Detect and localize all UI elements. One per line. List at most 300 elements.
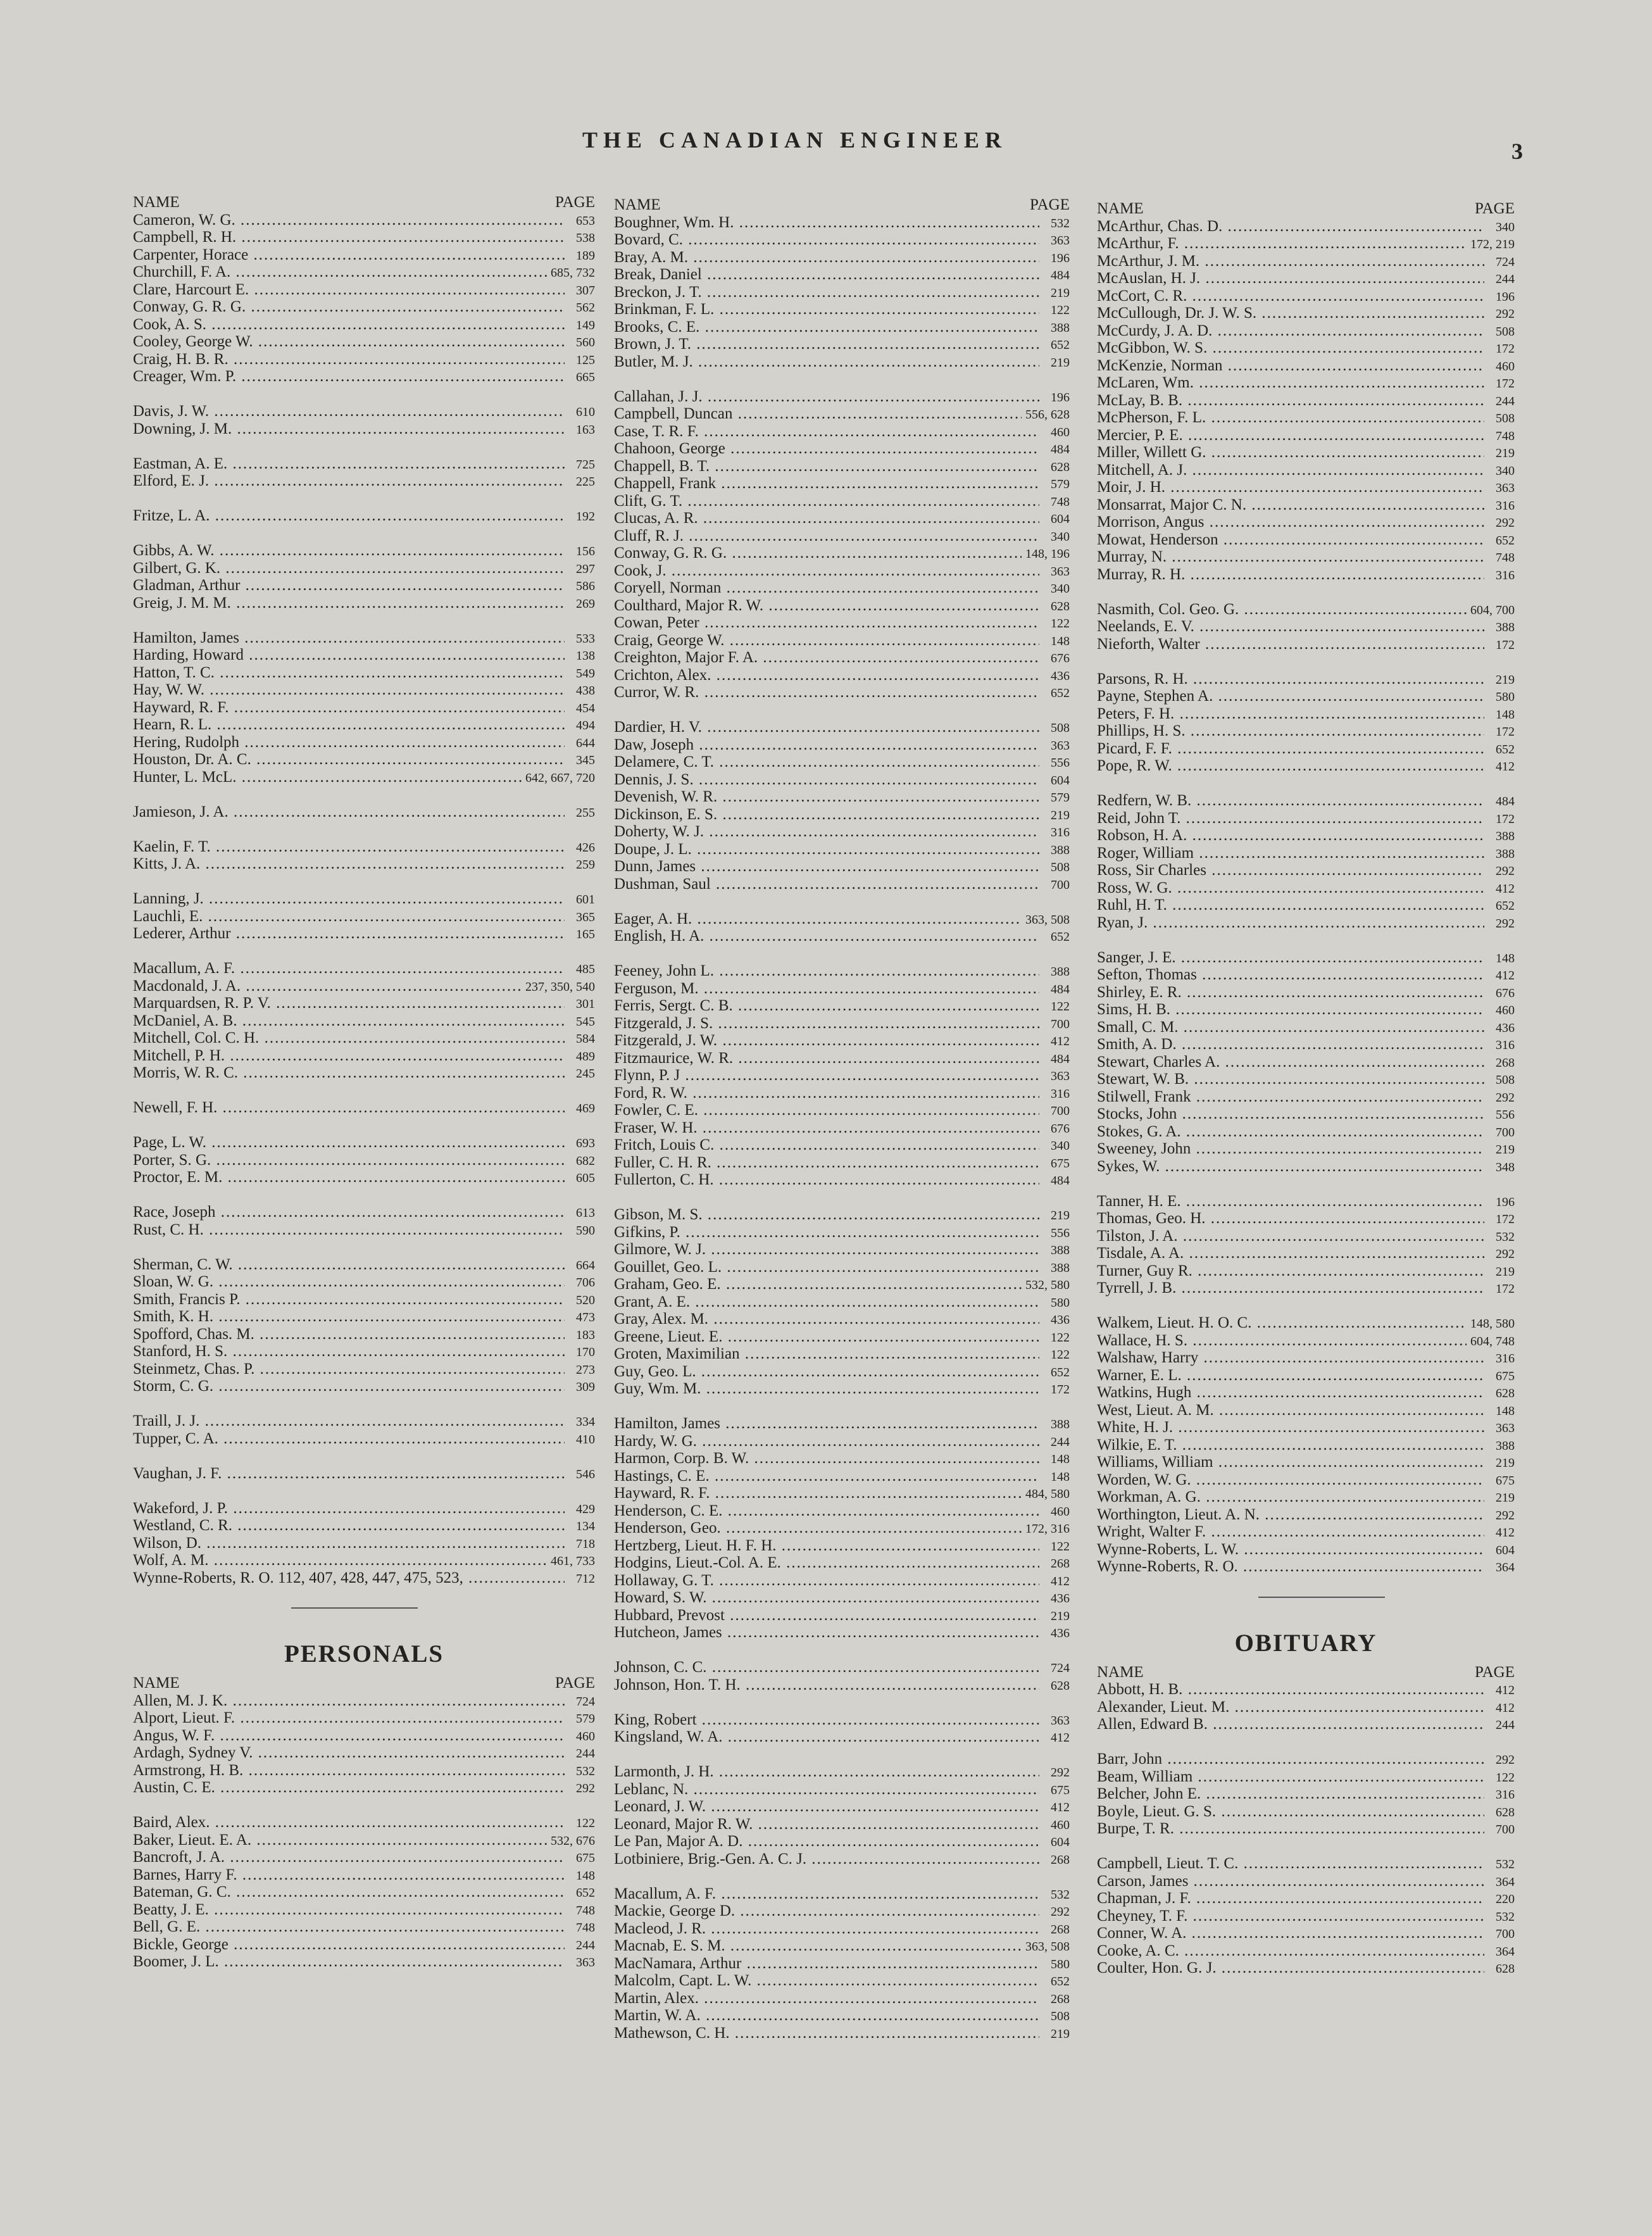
index-entry xyxy=(614,266,1070,284)
index-entry xyxy=(614,1206,1070,1224)
entry-page: 412 xyxy=(1496,760,1515,774)
entry-name: Mathewson, C. H. ..... xyxy=(614,2025,1039,2042)
entry-name: Thomas, Geo. H. ..... xyxy=(1097,1210,1484,1228)
entry-name: Hayward, R. F. ..... xyxy=(614,1485,1022,1502)
index-entry xyxy=(1097,1402,1515,1419)
index-entry xyxy=(1097,1506,1515,1524)
entry-page: 460 xyxy=(1051,1818,1070,1832)
entry-name: Lotbiniere, Brig.-Gen. A. C. J. ..... xyxy=(614,1850,1039,1868)
entry-name: Bateman, G. C. ..... xyxy=(133,1883,565,1901)
entry-page: 652 xyxy=(576,1886,595,1900)
entry-name: Conway, G. R. G. ..... xyxy=(133,298,565,316)
entry-page: 388 xyxy=(1051,1260,1070,1275)
entry-gap xyxy=(133,525,595,543)
entry-name: Hatton, T. C. ..... xyxy=(133,664,565,682)
index-entry xyxy=(614,544,1070,562)
index-entry xyxy=(133,1779,595,1797)
entry-name: Dushman, Saul ..... xyxy=(614,876,1039,893)
entry-page: 579 xyxy=(576,1712,595,1726)
index-entry xyxy=(133,1500,595,1517)
entry-name: Gilbert, G. K. ..... xyxy=(133,560,565,577)
index-entry xyxy=(614,1154,1070,1172)
entry-page: 148 xyxy=(1051,1452,1070,1466)
entry-page: 244 xyxy=(576,1747,595,1761)
index-entry xyxy=(614,1241,1070,1259)
index-entry xyxy=(133,403,595,420)
entry-gap xyxy=(133,437,595,455)
entry-page: 436 xyxy=(1051,1313,1070,1327)
entry-name: Mitchell, P. H. ..... xyxy=(133,1047,565,1065)
index-entry xyxy=(1097,496,1515,514)
entry-page: 644 xyxy=(576,736,595,750)
entry-page: 122 xyxy=(1051,1539,1070,1554)
entry-page: 724 xyxy=(1496,254,1515,269)
entry-gap xyxy=(614,1642,1070,1659)
entry-name: Wynne-Roberts, R. O. ..... xyxy=(1097,1558,1484,1576)
entry-page: 122 xyxy=(1496,1770,1515,1785)
index-entry xyxy=(133,1412,595,1430)
index-column-3 xyxy=(1097,200,1515,1977)
entry-name: Wynne-Roberts, R. O. 112, 407, 428, 447, 475, 523, ..... xyxy=(133,1569,565,1587)
index-entry xyxy=(133,769,595,786)
index-entry xyxy=(1097,879,1515,897)
entry-name: Wright, Walter F. ..... xyxy=(1097,1523,1484,1541)
entry-name: Macnab, E. S. M. ..... xyxy=(614,1937,1022,1955)
entry-page: 748 xyxy=(1051,494,1070,509)
index-entry xyxy=(614,284,1070,301)
entry-name: Wakeford, J. P. ..... xyxy=(133,1500,565,1517)
index-entry xyxy=(614,440,1070,458)
entry-name: Chahoon, George ..... xyxy=(614,440,1039,458)
entry-page: 268 xyxy=(1051,1922,1070,1937)
entry-name: Beatty, J. E. ..... xyxy=(133,1901,565,1919)
index-entry xyxy=(1097,253,1515,270)
entry-gap xyxy=(1097,653,1515,670)
entry-name: Wallace, H. S. ..... xyxy=(1097,1332,1467,1350)
entry-page: 460 xyxy=(1496,1003,1515,1017)
index-entry xyxy=(614,1102,1070,1119)
entry-page: 706 xyxy=(576,1276,595,1290)
entry-name: Campbell, Lieut. T. C. ..... xyxy=(1097,1855,1484,1873)
entry-page: 556 xyxy=(1051,1226,1070,1240)
entry-page: 363 xyxy=(1051,564,1070,579)
entry-name: Coulthard, Major R. W. ..... xyxy=(614,597,1039,615)
index-entry xyxy=(1097,1907,1515,1925)
entry-page: 220 xyxy=(1496,1892,1515,1906)
entry-page: 340 xyxy=(1496,463,1515,478)
entry-page: 219 xyxy=(1051,1609,1070,1623)
index-entry xyxy=(1097,862,1515,879)
entry-page: 675 xyxy=(576,1851,595,1865)
entry-name: Vaughan, J. F. ..... xyxy=(133,1465,565,1483)
entry-name: Fowler, C. E. ..... xyxy=(614,1102,1039,1119)
entry-name: Le Pan, Major A. D. ..... xyxy=(614,1833,1039,1850)
entry-page: 613 xyxy=(576,1206,595,1220)
index-entry xyxy=(133,1308,595,1326)
index-entry xyxy=(133,716,595,734)
entry-page: 307 xyxy=(576,283,595,298)
entry-name: Tilston, J. A. ..... xyxy=(1097,1228,1484,1245)
entry-page: 316 xyxy=(1496,1788,1515,1802)
entry-name: McCullough, Dr. J. W. S. ..... xyxy=(1097,305,1484,322)
entry-name: Mowat, Henderson ..... xyxy=(1097,531,1484,549)
entry-name: Houston, Dr. A. C. ..... xyxy=(133,751,565,769)
entry-name: Conway, G. R. G. ..... xyxy=(614,544,1022,562)
entry-page: 426 xyxy=(576,840,595,855)
entry-page: 412 xyxy=(1496,881,1515,896)
entry-name: Creager, Wm. P. ..... xyxy=(133,368,565,386)
entry-name: Chapman, J. F. ..... xyxy=(1097,1890,1484,1907)
entry-name: Storm, C. G. ..... xyxy=(133,1378,565,1395)
column-header xyxy=(133,1674,595,1692)
entry-page: 363, 508 xyxy=(1025,1940,1070,1954)
index-entry xyxy=(133,281,595,299)
entry-name: Dickinson, E. S. ..... xyxy=(614,806,1039,824)
index-entry xyxy=(1097,1699,1515,1716)
entry-page: 292 xyxy=(1496,307,1515,321)
entry-page: 532, 580 xyxy=(1025,1278,1070,1292)
entry-page: 292 xyxy=(576,1781,595,1795)
entry-gap xyxy=(133,943,595,960)
index-entry xyxy=(614,2025,1070,2042)
entry-page: 165 xyxy=(576,927,595,941)
entry-name: Carson, James ..... xyxy=(1097,1873,1484,1890)
entry-page: 301 xyxy=(576,997,595,1011)
index-entry xyxy=(614,597,1070,615)
index-entry xyxy=(133,1203,595,1221)
index-entry xyxy=(133,699,595,717)
entry-gap xyxy=(1097,1733,1515,1751)
entry-name: Fullerton, C. H. ..... xyxy=(614,1171,1039,1189)
entry-page: 148 xyxy=(1496,951,1515,965)
entry-page: 219 xyxy=(1496,446,1515,460)
entry-name: Hollaway, G. T. ..... xyxy=(614,1572,1039,1590)
entry-page: 292 xyxy=(1496,1090,1515,1105)
entry-page: 700 xyxy=(1051,1104,1070,1118)
column-header xyxy=(133,194,595,211)
entry-page: 580 xyxy=(1051,1295,1070,1310)
index-entry xyxy=(133,1047,595,1065)
entry-name: Churchill, F. A. ..... xyxy=(133,263,547,281)
section-divider xyxy=(1258,1597,1385,1598)
index-entry xyxy=(1097,1053,1515,1071)
entry-name: Ferris, Sergt. C. B. ..... xyxy=(614,997,1039,1015)
index-entry xyxy=(1097,1419,1515,1436)
entry-name: Boughner, Wm. H. ..... xyxy=(614,214,1039,232)
index-entry xyxy=(614,1259,1070,1276)
index-entry xyxy=(133,263,595,281)
entry-page: 494 xyxy=(576,719,595,732)
index-entry xyxy=(133,681,595,699)
entry-name: Flynn, P. J ..... xyxy=(614,1067,1039,1084)
entry-gap xyxy=(133,786,595,803)
index-entry xyxy=(133,646,595,664)
entry-page: 316 xyxy=(1051,1086,1070,1101)
entry-name: Cooke, A. C. ..... xyxy=(1097,1942,1484,1960)
index-entry xyxy=(1097,740,1515,758)
index-entry xyxy=(133,1099,595,1117)
entry-name: Fritze, L. A. ..... xyxy=(133,507,565,525)
entry-page: 316 xyxy=(1051,826,1070,839)
entry-page: 292 xyxy=(1496,516,1515,530)
entry-page: 532 xyxy=(1051,1887,1070,1902)
entry-name: Wilson, D. ..... xyxy=(133,1535,565,1552)
entry-name: Curror, W. R. ..... xyxy=(614,684,1039,701)
entry-name: Porter, S. G. ..... xyxy=(133,1152,565,1169)
entry-name: Davis, J. W. ..... xyxy=(133,403,565,420)
index-entry xyxy=(1097,427,1515,444)
entry-name: Lederer, Arthur ..... xyxy=(133,925,565,943)
index-entry xyxy=(133,629,595,647)
entry-name: Allen, Edward B. ..... xyxy=(1097,1716,1484,1733)
entry-page: 148 xyxy=(1496,707,1515,722)
entry-name: Cooley, George W. ..... xyxy=(133,333,565,351)
entry-page: 700 xyxy=(1051,1017,1070,1031)
entry-gap xyxy=(133,1395,595,1413)
index-entry xyxy=(614,1433,1070,1450)
index-entry xyxy=(1097,1820,1515,1838)
entry-name: Jamieson, J. A. ..... xyxy=(133,803,565,821)
entry-name: Nasmith, Col. Geo. G. ..... xyxy=(1097,601,1467,619)
index-entry xyxy=(133,455,595,473)
index-entry xyxy=(614,1624,1070,1642)
index-entry xyxy=(1097,1785,1515,1803)
index-entry xyxy=(133,995,595,1012)
entry-name: Martin, W. A. ..... xyxy=(614,2007,1039,2025)
entry-name: Henderson, Geo. ..... xyxy=(614,1519,1022,1537)
index-entry xyxy=(614,858,1070,876)
entry-page: 388 xyxy=(1051,1417,1070,1431)
entry-name: Ardagh, Sydney V. ..... xyxy=(133,1744,565,1762)
index-entry xyxy=(1097,566,1515,584)
entry-name: Chappell, B. T. ..... xyxy=(614,458,1039,475)
index-entry xyxy=(1097,1716,1515,1733)
index-entry xyxy=(1097,513,1515,531)
entry-page: 584 xyxy=(576,1032,595,1046)
index-entry xyxy=(1097,1349,1515,1367)
entry-page: 675 xyxy=(1496,1369,1515,1383)
entry-name: Proctor, E. M. ..... xyxy=(133,1169,565,1186)
entry-name: Breckon, J. T. ..... xyxy=(614,284,1039,301)
index-entry xyxy=(614,1519,1070,1537)
entry-name: Fuller, C. H. R. ..... xyxy=(614,1154,1039,1172)
entry-page: 148, 196 xyxy=(1025,547,1070,561)
entry-name: Tanner, H. E. ..... xyxy=(1097,1193,1484,1210)
index-entry xyxy=(133,1535,595,1552)
entry-name: Butler, M. J. ..... xyxy=(614,353,1039,371)
entry-name: Macleod, J. R. ..... xyxy=(614,1920,1039,1938)
index-entry xyxy=(1097,1855,1515,1873)
entry-page: 675 xyxy=(1051,1783,1070,1797)
entry-page: 388 xyxy=(1051,320,1070,335)
index-entry xyxy=(133,542,595,560)
entry-name: Worthington, Lieut. A. N. ..... xyxy=(1097,1506,1484,1524)
entry-page: 219 xyxy=(1496,1143,1515,1157)
entry-page: 652 xyxy=(1051,1975,1070,1988)
entry-page: 724 xyxy=(576,1694,595,1709)
index-entry xyxy=(614,405,1070,423)
entry-page: 556, 628 xyxy=(1025,408,1070,422)
entry-page: 605 xyxy=(576,1171,595,1185)
entry-page: 163 xyxy=(576,422,595,437)
index-entry xyxy=(133,1343,595,1360)
entry-name: Ryan, J. ..... xyxy=(1097,914,1484,932)
entry-page: 508 xyxy=(1496,411,1515,425)
entry-name: Phillips, H. S. ..... xyxy=(1097,722,1484,740)
entry-page: 225 xyxy=(576,475,595,489)
entry-name: English, H. A. ..... xyxy=(614,927,1039,945)
entry-page: 604 xyxy=(1051,773,1070,788)
entry-page: 269 xyxy=(576,596,595,611)
entry-name: Worden, W. G. ..... xyxy=(1097,1471,1484,1489)
entry-name: Fritch, Louis C. ..... xyxy=(614,1136,1039,1154)
entry-name: Johnson, C. C. ..... xyxy=(614,1659,1039,1676)
index-entry xyxy=(1097,1959,1515,1977)
index-entry xyxy=(614,1990,1070,2007)
entry-name: Reid, John T. ..... xyxy=(1097,810,1484,827)
entry-name: Burpe, T. R. ..... xyxy=(1097,1820,1484,1838)
entry-name: Baird, Alex. ..... xyxy=(133,1814,565,1831)
entry-page: 604 xyxy=(1051,512,1070,526)
entry-page: 388 xyxy=(1496,846,1515,861)
entry-name: Wilkie, E. T. ..... xyxy=(1097,1436,1484,1454)
entry-page: 664 xyxy=(576,1258,595,1272)
index-entry xyxy=(614,1589,1070,1607)
entry-gap xyxy=(614,1693,1070,1711)
entry-name: Doherty, W. J. ..... xyxy=(614,823,1039,841)
entry-name: Sefton, Thomas ..... xyxy=(1097,966,1484,984)
index-entry xyxy=(1097,966,1515,984)
entry-page: 718 xyxy=(576,1536,595,1551)
entry-name: Daw, Joseph ..... xyxy=(614,736,1039,754)
index-entry xyxy=(614,562,1070,580)
index-entry xyxy=(614,579,1070,597)
index-entry xyxy=(133,316,595,334)
entry-page: 682 xyxy=(576,1153,595,1168)
entry-page: 192 xyxy=(576,510,595,524)
page-header: PAGE xyxy=(555,194,595,211)
index-entry xyxy=(1097,1210,1515,1228)
entry-gap xyxy=(614,1398,1070,1416)
entry-page: 340 xyxy=(1051,582,1070,596)
entry-page: 412 xyxy=(1051,1800,1070,1814)
entry-page: 273 xyxy=(576,1362,595,1377)
entry-page: 297 xyxy=(576,562,595,576)
index-entry xyxy=(133,229,595,246)
entry-name: Coulter, Hon. G. J. ..... xyxy=(1097,1959,1484,1977)
entry-page: 748 xyxy=(1496,551,1515,565)
entry-name: Hunter, L. McL. ..... xyxy=(133,769,522,786)
name-header: NAME xyxy=(133,1674,180,1692)
entry-name: Sherman, C. W. ..... xyxy=(133,1256,565,1274)
entry-page: 485 xyxy=(576,962,595,976)
index-entry xyxy=(614,1885,1070,1903)
index-entry xyxy=(133,1569,595,1587)
entry-page: 579 xyxy=(1051,791,1070,805)
entry-name: Leblanc, N. ..... xyxy=(614,1781,1039,1799)
entry-name: Barnes, Harry F. ..... xyxy=(133,1866,565,1884)
index-entry xyxy=(614,475,1070,493)
entry-page: 412 xyxy=(1051,1574,1070,1588)
entry-name: Stokes, G. A. ..... xyxy=(1097,1123,1484,1141)
index-entry xyxy=(1097,1332,1515,1350)
entry-page: 268 xyxy=(1051,1557,1070,1571)
index-entry xyxy=(133,1256,595,1274)
index-entry xyxy=(1097,601,1515,619)
entry-gap xyxy=(1097,1175,1515,1193)
entry-page: 340 xyxy=(1051,1139,1070,1153)
entry-page: 546 xyxy=(576,1467,595,1481)
entry-page: 675 xyxy=(1496,1473,1515,1488)
entry-name: Gibbs, A. W. ..... xyxy=(133,542,565,560)
entry-page: 196 xyxy=(1051,390,1070,405)
entry-name: Lanning, J. ..... xyxy=(133,890,565,908)
entry-name: Sweeney, John ..... xyxy=(1097,1140,1484,1158)
entry-page: 292 xyxy=(1496,864,1515,878)
index-entry xyxy=(1097,1436,1515,1454)
entry-name: Allen, M. J. K. ..... xyxy=(133,1692,565,1710)
entry-page: 484 xyxy=(1051,268,1070,282)
entry-page: 189 xyxy=(576,248,595,263)
entry-gap xyxy=(614,370,1070,388)
entry-name: Clucas, A. R. ..... xyxy=(614,510,1039,527)
index-entry xyxy=(614,1902,1070,1920)
entry-gap xyxy=(133,1186,595,1204)
index-entry xyxy=(614,231,1070,249)
entry-name: Baker, Lieut. E. A. ..... xyxy=(133,1831,547,1849)
index-entry xyxy=(133,1953,595,1971)
entry-page: 604 xyxy=(1051,1835,1070,1849)
entry-name: Workman, A. G. ..... xyxy=(1097,1488,1484,1506)
index-entry xyxy=(614,632,1070,650)
entry-name: Smith, K. H. ..... xyxy=(133,1308,565,1326)
entry-page: 363 xyxy=(1496,481,1515,495)
index-entry xyxy=(133,890,595,908)
index-entry xyxy=(133,734,595,751)
entry-page: 532 xyxy=(1496,1229,1515,1244)
entry-page: 652 xyxy=(1496,742,1515,757)
index-entry xyxy=(133,925,595,943)
entry-page: 532 xyxy=(576,1764,595,1778)
index-entry xyxy=(133,977,595,995)
entry-name: Tupper, C. A. ..... xyxy=(133,1430,565,1448)
entry-name: Hering, Rudolph ..... xyxy=(133,734,565,751)
entry-gap xyxy=(133,386,595,403)
entry-name: Clift, G. T. ..... xyxy=(614,493,1039,510)
entry-page: 388 xyxy=(1496,829,1515,843)
index-entry xyxy=(1097,670,1515,688)
index-entry xyxy=(614,614,1070,632)
entry-page: 436 xyxy=(1496,1021,1515,1035)
entry-name: McGibbon, W. S. ..... xyxy=(1097,339,1484,357)
entry-name: Stocks, John ..... xyxy=(1097,1105,1484,1123)
entry-name: Guy, Wm. M. ..... xyxy=(614,1380,1039,1398)
index-entry xyxy=(1097,1158,1515,1176)
entry-name: Mercier, P. E. ..... xyxy=(1097,427,1484,444)
entry-page: 610 xyxy=(576,405,595,419)
index-entry xyxy=(133,803,595,821)
entry-name: Morris, W. R. C. ..... xyxy=(133,1064,565,1082)
entry-page: 268 xyxy=(1051,1852,1070,1867)
entry-page: 508 xyxy=(1496,324,1515,339)
entry-name: Murray, R. H. ..... xyxy=(1097,566,1484,584)
entry-name: Alexander, Lieut. M. ..... xyxy=(1097,1699,1484,1716)
page-header: PAGE xyxy=(1475,1663,1515,1681)
entry-page: 556 xyxy=(1496,1108,1515,1122)
entry-name: Mitchell, Col. C. H. ..... xyxy=(133,1029,565,1047)
entry-name: Hodgins, Lieut.-Col. A. E. ..... xyxy=(614,1554,1039,1572)
entry-page: 586 xyxy=(576,579,595,593)
